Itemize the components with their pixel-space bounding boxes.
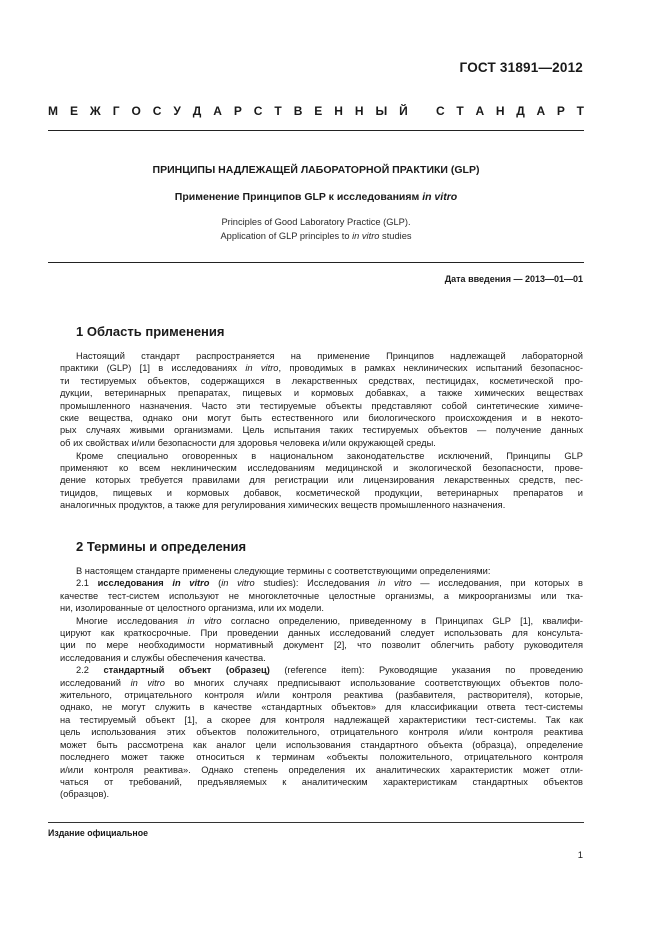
section-1-paragraph-1-line: промышленного назначения. Часто эти тестируемые объекты представляют собой синтетические химиче-	[60, 400, 583, 411]
official-edition-label: Издание официальное	[48, 828, 148, 838]
section-1-paragraph-2-line: тицидов, пищевых и кормовых добавок, косметической продукции, ветеринарных препаратов и	[60, 487, 583, 498]
term-2-1-number: 2.1	[76, 578, 98, 589]
term-2-2-line: исследований in vitro во многих случаях предписывают использование соответствующих объектов поло-	[60, 677, 583, 688]
term-2-1-name-italic: in vitro	[172, 578, 210, 589]
banner-standard-letter: С	[436, 104, 445, 118]
banner-interstate-letter: О	[131, 104, 141, 118]
term-2-1-line: качестве тест-систем используют не многоклеточные целостные организмы, а микроорганизмы или тка-	[60, 590, 583, 601]
term-2-2-line: на тестируемый объект [1], а скорее для контроля надлежащей характеристики тест-системы. Так как	[60, 714, 583, 725]
section-1-heading: 1 Область применения	[76, 324, 225, 339]
section-1-paragraph-2-line: применяют ко всем неклиническим исследованиям медицинской и экологической безопасности, прове-	[60, 462, 583, 473]
banner-interstate-letter: С	[253, 104, 263, 118]
section-1-paragraph-1-line: рых случаях живыми организмами. Цель испытания таких тестируемых объектов — получение данных	[60, 425, 583, 436]
term-2-1-note-line: исследования и службы обеспечения качества.	[60, 652, 266, 663]
banner-standard-letter: А	[475, 104, 485, 118]
section-1-paragraph-1-line: ские вещества, однако они могут быть естественного или биологического происхождения и в некото-	[60, 413, 583, 424]
term-2-2-lines	[60, 677, 583, 801]
banner-interstate-letter: Т	[274, 104, 282, 118]
term-2-1-note-line: Многие исследования in vitro согласно определению, приведенному в Принципах GLP [1], квалифи-	[76, 615, 583, 626]
term-2-1-lines	[60, 590, 583, 615]
banner-interstate-letter: Ы	[375, 104, 388, 118]
interstate-standard-banner	[48, 104, 584, 118]
term-2-2-line: цель использования этих объектов положительного, отрицательного контроля и/или контроля реактива	[60, 727, 583, 738]
banner-interstate-letter: Н	[334, 104, 343, 118]
banner-word-interstate	[48, 104, 408, 118]
term-2-2-line: жительного, отрицательного контроля и/или контроля реактива (разбавителя, растворителя), которые,	[60, 690, 583, 701]
subtitle-text: Применение Принципов GLP к исследованиям	[174, 191, 423, 203]
banner-interstate-letter: Д	[192, 104, 202, 118]
footer-rule	[48, 822, 584, 823]
english-title-prefix: Application of GLP principles to	[220, 231, 353, 241]
term-2-1-note-line: ции по мере необходимости нормативный документ [2], что позволит облегчить работу руководителя	[60, 640, 583, 651]
section-1-paragraph-2-line: дение которых требуется правилами для регистрации или лицензирования лекарственных средств, пес-	[60, 475, 583, 486]
banner-interstate-letter: Н	[354, 104, 364, 118]
term-2-2-line: чаться от требований, предъявляемых к аналитическим характеристикам стандартных объектов	[60, 776, 583, 787]
term-2-2-line: однако, не могут служить в качестве «стандартных объектов» для классификации ответа тест-системы	[60, 702, 583, 713]
banner-interstate-letter: С	[152, 104, 162, 118]
banner-standard-letter: Р	[556, 104, 565, 118]
term-2-1-line: ни, изолированные от целостного организма, или их модели.	[60, 603, 324, 614]
banner-interstate-letter: Й	[399, 104, 408, 118]
banner-word-standard	[436, 104, 584, 118]
section-1-paragraph-1	[60, 350, 583, 449]
banner-standard-letter: Д	[516, 104, 525, 118]
english-title-italic: in vitro	[352, 231, 380, 241]
banner-interstate-letter: В	[293, 104, 303, 118]
section-2-heading: 2 Термины и определения	[76, 539, 247, 554]
section-2-body	[60, 565, 583, 801]
english-title-suffix: studies	[379, 231, 412, 241]
title-rule	[48, 262, 584, 263]
term-2-2	[60, 664, 583, 676]
term-2-2-number: 2.2	[76, 665, 104, 676]
section-1-paragraph-2-line: аналогичных продуктов, а также для регулирования химических веществ промышленного назначения.	[60, 500, 506, 511]
term-2-1-note-line: цируют как краткосрочные. При проведении данных исследований следует использовать для консульта-	[60, 628, 583, 639]
section-1-paragraph-1-line: ти тестируемых объектов, содержащихся в лекарственных средствах, пестицидах, косметической про-	[60, 375, 583, 386]
section-1-paragraph-2-line: Кроме специально оговоренных в национальном законодательстве исключений, Принципы GLP	[76, 450, 583, 461]
section-1-paragraph-1-line: практики (GLP) [1] в исследованиях in vitro, проводимых в рамках неклинических испытаний безопаснос-	[60, 363, 583, 374]
banner-interstate-letter: Е	[69, 104, 78, 118]
banner-interstate-letter: Ж	[89, 104, 101, 118]
banner-interstate-letter: А	[213, 104, 222, 118]
banner-interstate-letter: Е	[314, 104, 323, 118]
section-2-intro: В настоящем стандарте применены следующие термины с соответствующими определениями:	[76, 566, 491, 576]
term-2-1-name: исследования	[97, 578, 173, 589]
document-subtitle	[48, 191, 584, 203]
banner-interstate-letter: М	[48, 104, 58, 118]
term-2-2-definition: (reference item): Руководящие указания по проведению	[269, 665, 583, 676]
term-2-2-line: (образцов).	[60, 789, 110, 800]
term-2-2-line: последнего может также относиться к терминам «объекты положительного, отрицательного контроля	[60, 752, 583, 763]
top-rule	[48, 130, 584, 131]
banner-standard-letter: Н	[495, 104, 505, 118]
introduction-date: Дата введения — 2013—01—01	[444, 274, 583, 284]
subtitle-italic: in vitro	[422, 191, 458, 203]
section-1-paragraph-1-line: дукции, ветеринарных препаратах, пищевых и кормовых добавках, а также химических веществах	[60, 388, 583, 399]
banner-interstate-letter: Г	[112, 104, 120, 118]
english-title-line2	[48, 231, 584, 241]
banner-interstate-letter: Р	[233, 104, 242, 118]
document-title: ПРИНЦИПЫ НАДЛЕЖАЩЕЙ ЛАБОРАТОРНОЙ ПРАКТИКИ (GLP)	[152, 164, 480, 176]
banner-standard-letter: Т	[576, 104, 584, 118]
term-2-1-definition: (in vitro studies): Исследования in vitro — исследования, при которых в	[209, 578, 583, 589]
term-2-2-line: и/или контроля реактива». Однако степень определения их аналитических характеристик может отли-	[60, 764, 583, 775]
term-2-1	[60, 577, 583, 589]
banner-standard-letter: Т	[456, 104, 464, 118]
page-number: 1	[577, 850, 583, 861]
banner-interstate-letter: У	[173, 104, 181, 118]
english-title-line1: Principles of Good Laboratory Practice (GLP).	[221, 217, 411, 227]
term-2-2-line: может быть рассмотрена как аналог цели использования стандартного объекта (образца), определение	[60, 739, 583, 750]
section-1-paragraph-1-line: об их свойствах и/или безопасности для здоровья человека и/или окружающей среды.	[60, 437, 436, 448]
term-2-1-note	[60, 615, 583, 665]
term-2-2-name: стандартный объект (образец)	[103, 665, 270, 676]
standard-code: ГОСТ 31891—2012	[459, 60, 583, 75]
section-1-paragraph-1-line: Настоящий стандарт распространяется на применение Принципов надлежащей лабораторной	[76, 351, 583, 361]
section-1-paragraph-2	[60, 450, 583, 512]
banner-standard-letter: А	[536, 104, 546, 118]
